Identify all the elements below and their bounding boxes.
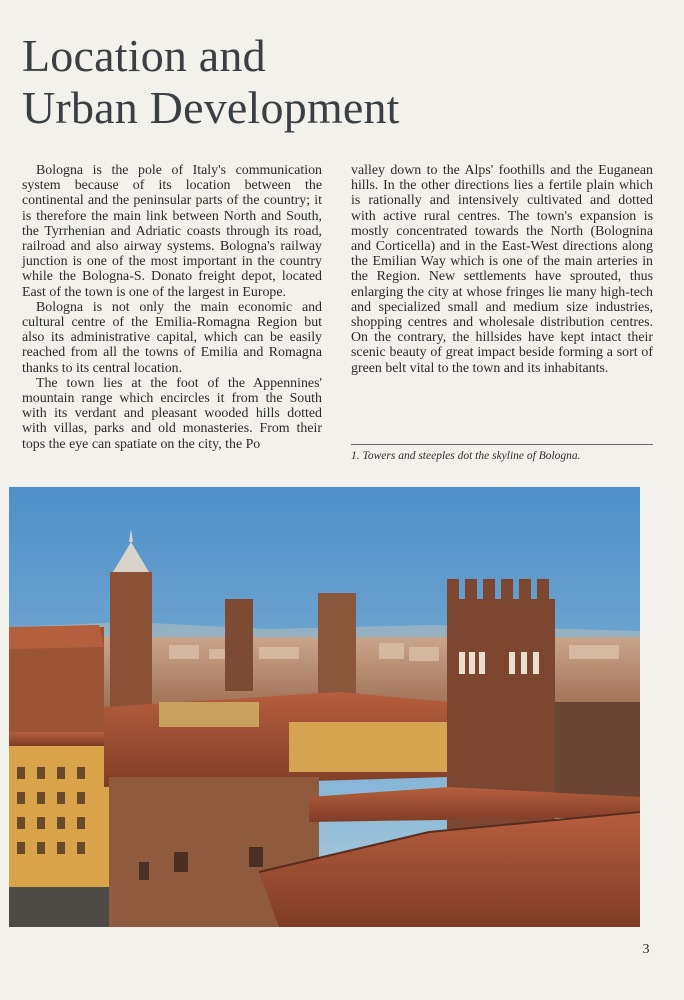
text-column-right: [351, 163, 653, 376]
tower-1: [225, 599, 253, 691]
page-number: 3: [642, 942, 650, 957]
page-title: [22, 30, 542, 134]
page-title-line-1: Location and: [22, 30, 266, 81]
paragraph: valley down to the Alps' foothills and the Euganean hills. In the other directions lies a fertile plain which is rationally and intensively cultivated and dotted with active rural centres. The town's expansion is mostly concentrated towards the North (Bolognina and Corticella) and in the East-West directions along the Emilian Way which is one of the main arteries in the Region. New settlements have sprouted, thus enlarging the city at whose fringes lie many high-tech and specialized small and medium size industries, shopping centres and wholesale distribution centres. On the contrary, the hillsides have kept intact their scenic beauty of great impact beside forming a sort of green belt vital to the town and its inhabitants.: [351, 163, 653, 376]
figure-caption: 1. Towers and steeples dot the skyline of Bologna.: [351, 450, 581, 462]
bologna-towers-photo: [9, 487, 640, 927]
page-title-line-2: Urban Development: [22, 82, 400, 133]
text-column-left: [22, 163, 322, 452]
paragraph: The town lies at the foot of the Appennines' mountain range which encircles it from the South with its verdant and pleasant wooded hills dotted with villas, parks and old monasteries. From their tops the eye can spatiate on the city, the Po: [22, 375, 322, 452]
paragraph: Bologna is not only the main economic and cultural centre of the Emilia-Romagna Region but also its administrative capital, which can be easily reached from all the towns of Emilia and Romagna thanks to its central location.: [22, 299, 322, 376]
caption-divider: [351, 444, 653, 445]
paragraph: Bologna is the pole of Italy's communication system because of its location between the continental and the peninsular parts of the country; it is therefore the main link between North and South, the Tyrrhenian and Adriatic coasts through its road, railroad and also airway systems. Bologna's railway junction is one of the most important in the country while the Bologna-S. Donato freight depot, located East of the town is one of the largest in Europe.: [22, 163, 322, 300]
